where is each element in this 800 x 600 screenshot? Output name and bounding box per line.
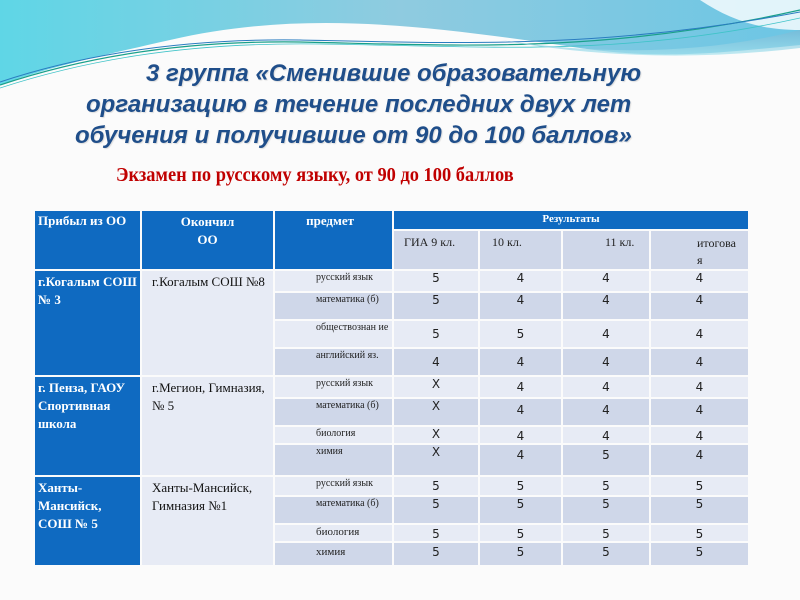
table-row <box>35 271 748 291</box>
subject-cell: русский язык <box>275 477 392 495</box>
value-gia9: Х <box>394 427 478 443</box>
value-grade11: 5 <box>563 525 649 541</box>
results-table <box>33 209 750 567</box>
value-gia9: Х <box>394 377 478 397</box>
title-line-2: организацию в течение последних двух лет <box>86 91 632 118</box>
value-grade11: 4 <box>563 321 649 347</box>
value-final: 5 <box>651 543 748 565</box>
subject-cell: химия <box>275 543 392 565</box>
value-grade11: 4 <box>563 399 649 425</box>
value-grade10: 5 <box>480 543 561 565</box>
group-graduated-school: г.Когалым СОШ №8 <box>142 271 273 375</box>
group-from-school: г. Пенза, ГАОУ Спортивная школа <box>35 377 140 475</box>
group-from-school: Ханты-Мансийск, СОШ № 5 <box>35 477 140 565</box>
value-final: 5 <box>651 497 748 523</box>
value-grade11: 4 <box>563 293 649 319</box>
subject-cell: английский яз. <box>275 349 392 375</box>
table-row <box>35 477 748 495</box>
subject-cell: русский язык <box>275 377 392 397</box>
value-final: 4 <box>651 377 748 397</box>
value-gia9: 5 <box>394 525 478 541</box>
value-gia9: Х <box>394 399 478 425</box>
value-grade11: 5 <box>563 543 649 565</box>
value-final: 4 <box>651 321 748 347</box>
header-final: итогова я <box>651 231 748 269</box>
value-grade10: 4 <box>480 377 561 397</box>
value-gia9: 4 <box>394 349 478 375</box>
value-gia9: 5 <box>394 497 478 523</box>
value-grade10: 4 <box>480 399 561 425</box>
slide-title <box>60 58 740 151</box>
header-gia9: ГИА 9 кл. <box>394 231 478 269</box>
value-grade10: 5 <box>480 321 561 347</box>
value-grade10: 4 <box>480 445 561 475</box>
group-from-school: г.Когалым СОШ № 3 <box>35 271 140 375</box>
value-grade10: 5 <box>480 477 561 495</box>
header-from: Прибыл из ОО <box>35 211 140 269</box>
subject-cell: обществознан ие <box>275 321 392 347</box>
subject-cell: математика (б) <box>275 497 392 523</box>
value-gia9: 5 <box>394 477 478 495</box>
value-final: 4 <box>651 445 748 475</box>
table-row <box>35 377 748 397</box>
group-graduated-school: г.Мегион, Гимназия, № 5 <box>142 377 273 475</box>
value-grade10: 4 <box>480 293 561 319</box>
value-grade10: 5 <box>480 525 561 541</box>
value-grade10: 4 <box>480 427 561 443</box>
value-final: 4 <box>651 271 748 291</box>
value-gia9: Х <box>394 445 478 475</box>
value-grade11: 5 <box>563 477 649 495</box>
title-line-3: обучения и получившие от 90 до 100 баллов» <box>75 122 632 149</box>
exam-subtitle: Экзамен по русскому языку, от 90 до 100 баллов <box>116 164 514 186</box>
header-graduated-line1: Окончил <box>180 214 235 229</box>
value-grade11: 4 <box>563 427 649 443</box>
header-graduated-line2: ОО <box>197 232 218 247</box>
value-grade11: 4 <box>563 377 649 397</box>
value-final: 5 <box>651 477 748 495</box>
value-final: 4 <box>651 293 748 319</box>
value-grade11: 5 <box>563 445 649 475</box>
subject-cell: русский язык <box>275 271 392 291</box>
value-grade11: 4 <box>563 271 649 291</box>
value-final: 4 <box>651 427 748 443</box>
value-gia9: 5 <box>394 543 478 565</box>
value-final: 4 <box>651 349 748 375</box>
subject-cell: математика (б) <box>275 293 392 319</box>
value-gia9: 5 <box>394 293 478 319</box>
group-graduated-school: Ханты-Мансийск, Гимназия №1 <box>142 477 273 565</box>
title-line-1: 3 группа «Сменившие образовательную <box>146 60 642 87</box>
subject-cell: химия <box>275 445 392 475</box>
value-grade11: 4 <box>563 349 649 375</box>
value-grade10: 5 <box>480 497 561 523</box>
value-grade10: 4 <box>480 349 561 375</box>
header-grade10: 10 кл. <box>480 231 561 269</box>
value-grade11: 5 <box>563 497 649 523</box>
subject-cell: математика (б) <box>275 399 392 425</box>
header-results: Результаты <box>394 211 748 229</box>
value-gia9: 5 <box>394 321 478 347</box>
header-subject: предмет <box>275 211 392 269</box>
value-final: 4 <box>651 399 748 425</box>
header-grade11: 11 кл. <box>563 231 649 269</box>
value-grade10: 4 <box>480 271 561 291</box>
value-final: 5 <box>651 525 748 541</box>
subject-cell: биология <box>275 427 392 443</box>
value-gia9: 5 <box>394 271 478 291</box>
header-graduated <box>142 211 273 269</box>
subject-cell: биология <box>275 525 392 541</box>
